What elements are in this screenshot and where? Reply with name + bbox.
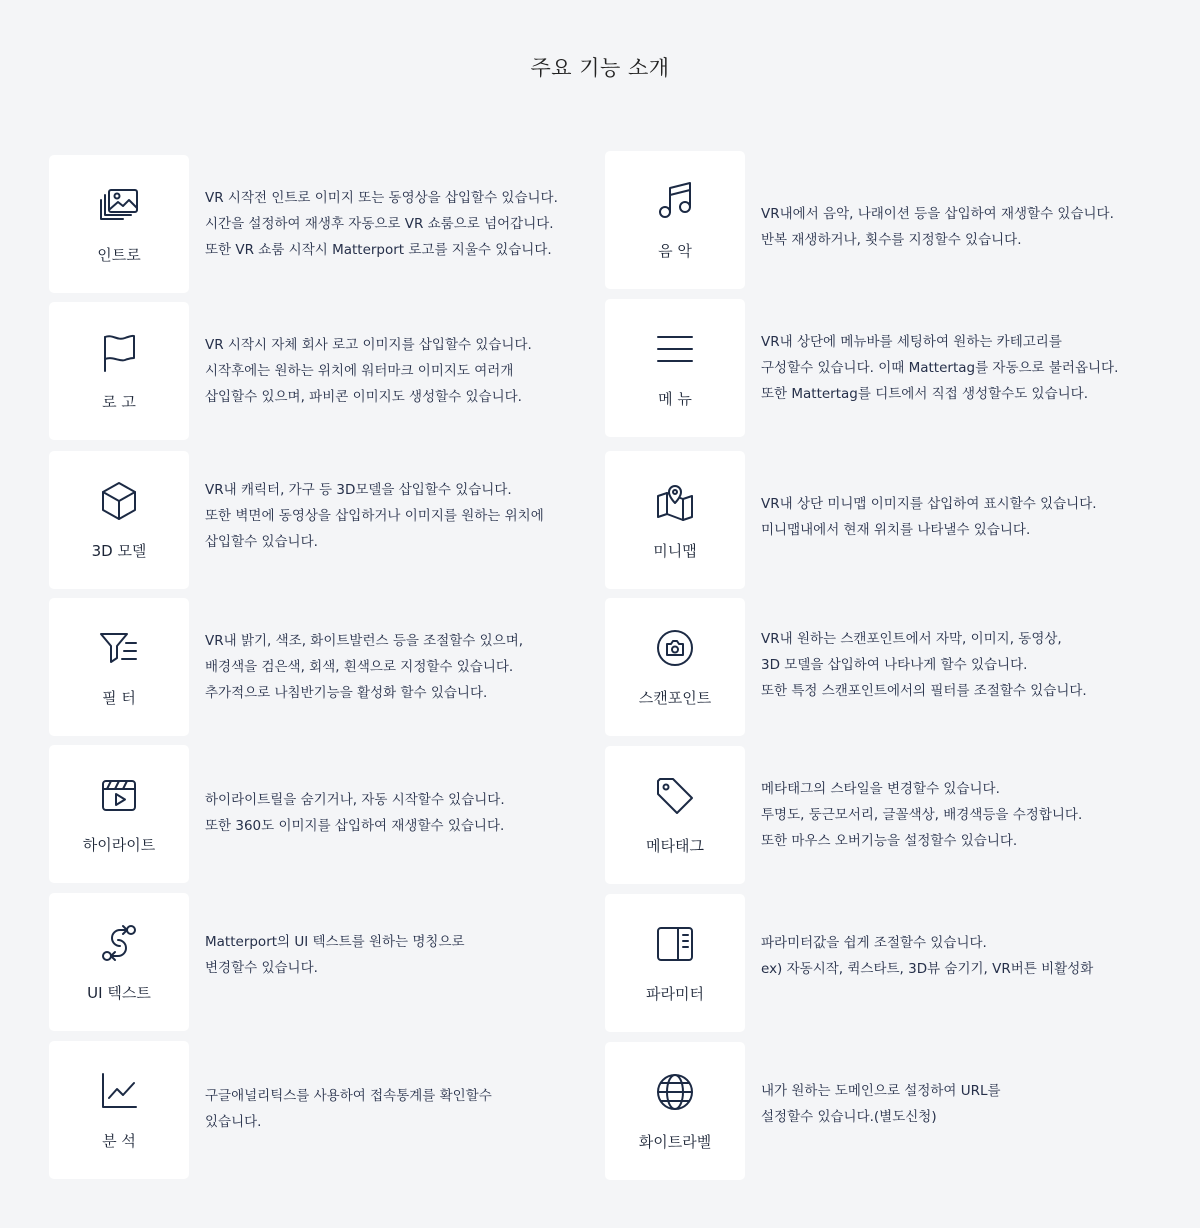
feature-description-line: 하이라이트릴을 숨기거나, 자동 시작할수 있습니다. [205, 792, 505, 808]
feature-description-line: 내가 원하는 도메인으로 설정하여 URL를 [761, 1083, 1001, 1099]
sidebar-panel-icon [649, 918, 701, 970]
feature-description [205, 787, 625, 839]
feature-description [761, 201, 1181, 253]
feature-item [49, 598, 609, 738]
feature-label: 로 고 [102, 393, 136, 411]
feature-description [761, 776, 1181, 854]
feature-description [205, 929, 625, 981]
feature-card[interactable] [49, 302, 189, 440]
feature-description [205, 628, 625, 706]
feature-item [605, 1042, 1165, 1182]
feature-card[interactable] [605, 598, 745, 736]
feature-description [761, 626, 1181, 704]
feature-card[interactable] [49, 745, 189, 883]
feature-description [761, 491, 1181, 543]
feature-label: 필 터 [102, 689, 136, 707]
feature-description-line: 시작후에는 원하는 위치에 워터마크 이미지도 여러개 [205, 363, 514, 379]
feature-item [49, 451, 609, 591]
feature-card[interactable] [605, 451, 745, 589]
feature-item [49, 745, 609, 885]
feature-label: 파라미터 [646, 985, 704, 1003]
feature-description-line: 투명도, 둥근모서리, 글꼴색상, 배경색등을 수정합니다. [761, 807, 1083, 823]
feature-card[interactable] [605, 894, 745, 1032]
feature-description-line: 있습니다. [205, 1114, 262, 1130]
menu-lines-icon [649, 323, 701, 375]
feature-description [205, 477, 625, 555]
feature-label: 3D 모델 [91, 542, 147, 560]
feature-description [761, 930, 1181, 982]
feature-card[interactable] [49, 1041, 189, 1179]
feature-description-line: 반복 재생하거나, 횟수를 지정할수 있습니다. [761, 232, 1022, 248]
map-pin-icon [649, 475, 701, 527]
feature-item [605, 598, 1165, 738]
feature-item [49, 1041, 609, 1181]
flag-icon [93, 326, 145, 378]
feature-label: 분 석 [102, 1132, 136, 1150]
feature-label: 음 악 [658, 242, 692, 260]
feature-label: 인트로 [97, 246, 141, 264]
feature-card[interactable] [605, 746, 745, 884]
feature-label: 하이라이트 [82, 836, 156, 854]
feature-description-line: 배경색을 검은색, 회색, 흰색으로 지정할수 있습니다. [205, 659, 514, 675]
feature-label: 화이트라벨 [638, 1133, 712, 1151]
feature-description-line: 또한 마우스 오버기능을 설정할수 있습니다. [761, 833, 1018, 849]
feature-card[interactable] [49, 893, 189, 1031]
feature-description-line: Matterport의 UI 텍스트를 원하는 명칭으로 [205, 934, 465, 950]
feature-description [761, 1078, 1181, 1130]
music-note-icon [649, 175, 701, 227]
feature-card[interactable] [49, 598, 189, 736]
camera-circle-icon [649, 622, 701, 674]
feature-description-line: 삽입할수 있습니다. [205, 534, 318, 550]
feature-description-line: 또한 특정 스캔포인트에서의 필터를 조절할수 있습니다. [761, 683, 1087, 699]
feature-description-line: 또한 360도 이미지를 삽입하여 재생할수 있습니다. [205, 818, 505, 834]
feature-description-line: VR내에서 음악, 나래이션 등을 삽입하여 재생할수 있습니다. [761, 206, 1114, 222]
feature-label: 미니맵 [653, 542, 697, 560]
feature-label: 메타태그 [646, 837, 704, 855]
feature-item [49, 893, 609, 1033]
feature-description-line: 미니맵내에서 현재 위치를 나타낼수 있습니다. [761, 522, 1031, 538]
feature-description-line: VR내 밝기, 색조, 화이트발런스 등을 조절할수 있으며, [205, 633, 524, 649]
tag-icon [649, 770, 701, 822]
swap-route-icon [93, 917, 145, 969]
filter-icon [93, 622, 145, 674]
feature-description-line: 추가적으로 나침반기능을 활성화 할수 있습니다. [205, 685, 488, 701]
feature-description [205, 332, 625, 410]
feature-description-line: VR내 캐릭터, 가구 등 3D모델을 삽입할수 있습니다. [205, 482, 512, 498]
feature-card[interactable] [605, 1042, 745, 1180]
feature-description [205, 185, 625, 263]
feature-card[interactable] [605, 299, 745, 437]
feature-description-line: 메타태그의 스타일을 변경할수 있습니다. [761, 781, 1000, 797]
cube-icon [93, 475, 145, 527]
feature-description-line: 설정할수 있습니다.(별도신청) [761, 1109, 937, 1125]
feature-description-line: 삽입할수 있으며, 파비콘 이미지도 생성할수 있습니다. [205, 389, 522, 405]
feature-description-line: 구글애널리틱스를 사용하여 접속통계를 확인할수 [205, 1088, 492, 1104]
feature-description-line: VR내 원하는 스캔포인트에서 자막, 이미지, 동영상, [761, 631, 1062, 647]
line-chart-icon [93, 1065, 145, 1117]
feature-label: 스캔포인트 [638, 689, 712, 707]
feature-description-line: VR내 상단에 메뉴바를 세팅하여 원하는 카테고리를 [761, 334, 1062, 350]
feature-description-line: 또한 벽면에 동영상을 삽입하거나 이미지를 원하는 위치에 [205, 508, 544, 524]
feature-description-line: 구성할수 있습니다. 이때 Mattertag를 자동으로 불러옵니다. [761, 360, 1119, 376]
feature-item [605, 299, 1165, 439]
feature-item [49, 302, 609, 442]
feature-description-line: ex) 자동시작, 퀵스타트, 3D뷰 숨기기, VR버튼 비활성화 [761, 961, 1094, 977]
feature-card[interactable] [49, 155, 189, 293]
feature-description-line: 또한 Mattertag를 디트에서 직접 생성할수도 있습니다. [761, 386, 1088, 402]
feature-label: 메 뉴 [658, 390, 692, 408]
feature-item [605, 746, 1165, 886]
feature-item [605, 151, 1165, 291]
feature-card[interactable] [605, 151, 745, 289]
feature-item [49, 155, 609, 295]
feature-description-line: 또한 VR 쇼룸 시작시 Matterport 로고를 지울수 있습니다. [205, 242, 552, 258]
feature-item [605, 894, 1165, 1034]
feature-description-line: 3D 모델을 삽입하여 나타나게 할수 있습니다. [761, 657, 1028, 673]
feature-item [605, 451, 1165, 591]
feature-description [761, 329, 1181, 407]
video-clapper-icon [93, 769, 145, 821]
feature-card[interactable] [49, 451, 189, 589]
feature-description-line: 변경할수 있습니다. [205, 960, 318, 976]
feature-label: UI 텍스트 [87, 984, 151, 1002]
feature-description-line: VR 시작시 자체 회사 로고 이미지를 삽입할수 있습니다. [205, 337, 532, 353]
feature-description [205, 1083, 625, 1135]
feature-description-line: 시간을 설정하여 재생후 자동으로 VR 쇼룸으로 넘어갑니다. [205, 216, 554, 232]
globe-icon [649, 1066, 701, 1118]
page-title: 주요 기능 소개 [530, 56, 670, 80]
feature-description-line: 파라미터값을 쉽게 조절할수 있습니다. [761, 935, 987, 951]
intro-images-icon [93, 179, 145, 231]
feature-description-line: VR내 상단 미니맵 이미지를 삽입하여 표시할수 있습니다. [761, 496, 1097, 512]
feature-description-line: VR 시작전 인트로 이미지 또는 동영상을 삽입할수 있습니다. [205, 190, 558, 206]
